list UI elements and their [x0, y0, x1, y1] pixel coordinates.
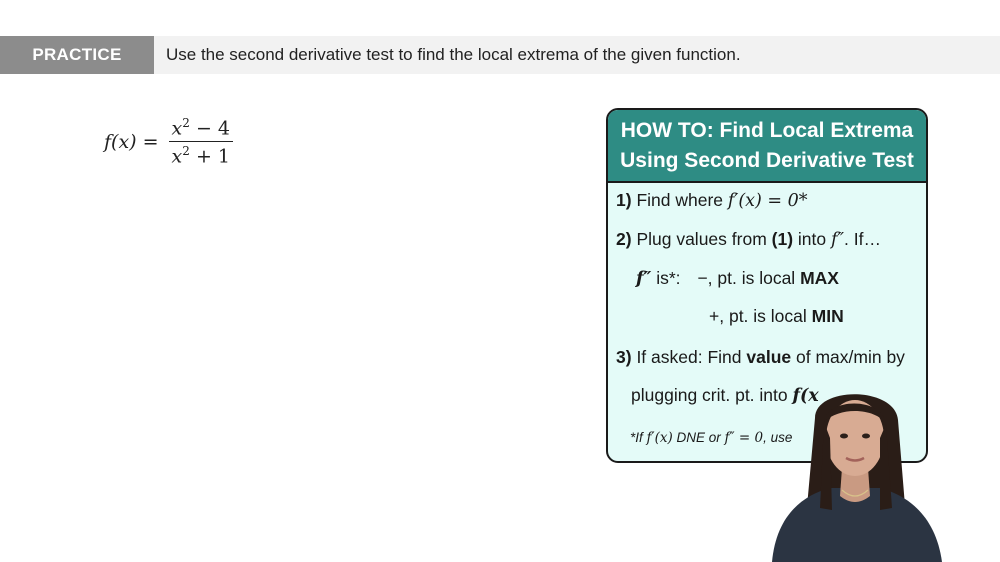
- practice-badge: PRACTICE: [0, 36, 154, 74]
- step-2-case-min: +, pt. is local MIN: [709, 306, 844, 326]
- function-formula: [104, 116, 233, 168]
- practice-prompt: Use the second derivative test to find the local extrema of the given function.: [166, 45, 741, 64]
- formula-numerator: $x^2 - 4$: [169, 116, 233, 142]
- step-3: 3) If asked: Find value of max/min by: [616, 347, 905, 367]
- formula-lhs: f(x) =: [104, 130, 159, 153]
- formula-fraction: [169, 116, 233, 168]
- howto-title: [608, 110, 926, 183]
- howto-title-line1: HOW TO: Find Local Extrema: [620, 119, 914, 142]
- step-3-line2: plugging crit. pt. into f(x: [631, 385, 819, 406]
- formula-denominator: $x^2 + 1$: [171, 144, 230, 168]
- step-2: 2) Plug values from (1) into f″. If…: [616, 229, 881, 250]
- step-2-case-max: f″ is*: −, pt. is local MAX: [636, 268, 839, 289]
- presenter-video: [760, 378, 950, 562]
- howto-footnote: *If f′(x) DNE or f″ = 0, use: [630, 430, 793, 446]
- practice-banner: [0, 36, 1000, 74]
- howto-title-line2: Using Second Derivative Test: [620, 149, 914, 172]
- step-1: 1) Find where f′(x) = 0*: [616, 190, 808, 211]
